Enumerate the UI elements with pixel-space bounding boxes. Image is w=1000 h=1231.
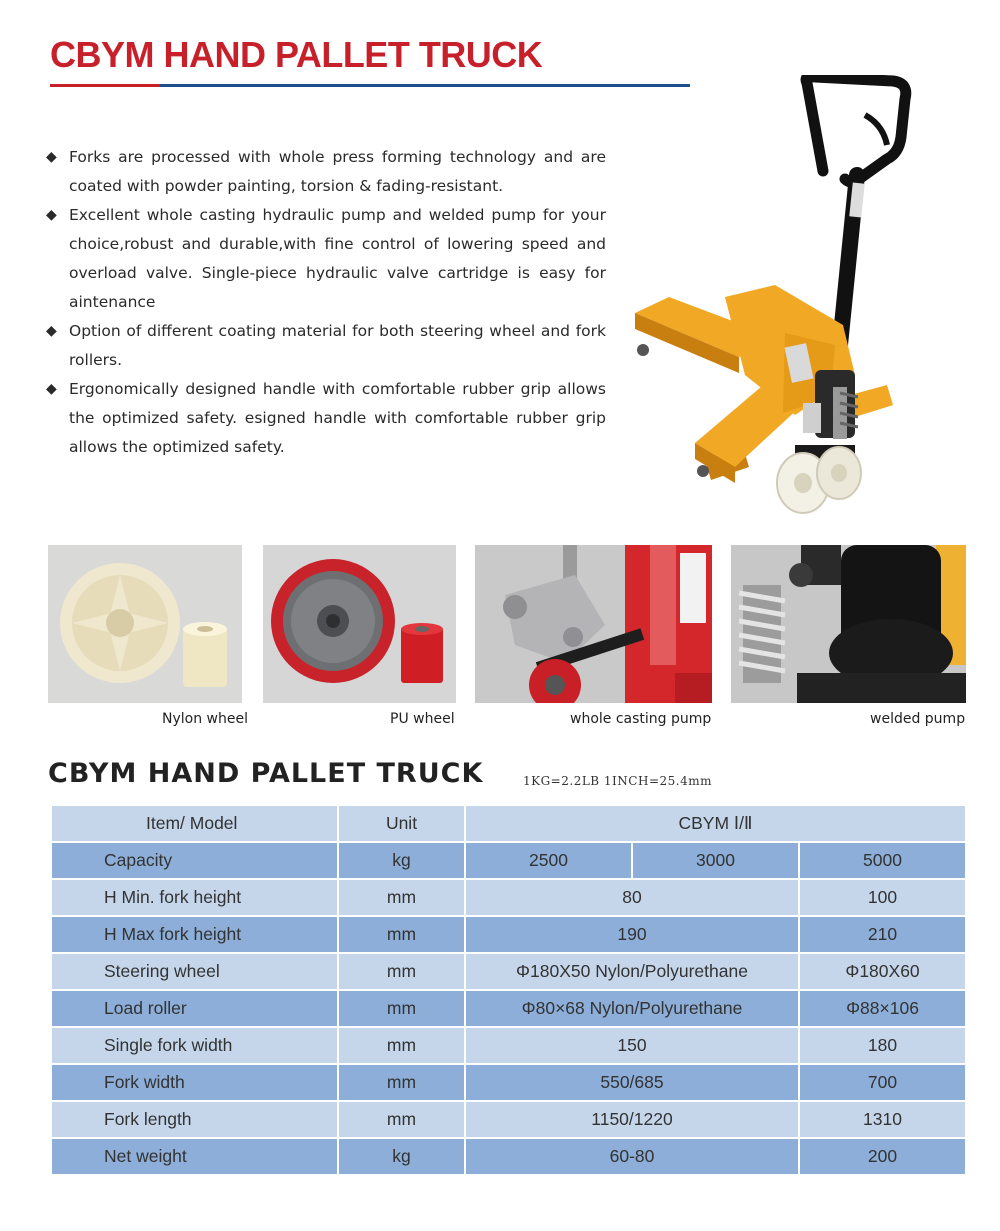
gallery-caption: whole casting pump [570, 711, 712, 727]
header-model-name: CBYM Ⅰ/Ⅱ [465, 805, 966, 842]
row-value: 700 [799, 1064, 966, 1101]
row-value: 3000 [632, 842, 799, 879]
row-item: Fork width [51, 1064, 338, 1101]
row-value: 190 [465, 916, 799, 953]
diamond-bullet-icon: ◆ [46, 381, 57, 397]
diamond-bullet-icon: ◆ [46, 149, 57, 165]
table-row [51, 990, 966, 1027]
row-value: 100 [799, 879, 966, 916]
table-row [51, 953, 966, 990]
row-value: 200 [799, 1138, 966, 1175]
whole-casting-pump-image [475, 545, 712, 703]
row-item: Single fork width [51, 1027, 338, 1064]
row-unit: kg [338, 842, 465, 879]
row-value: 80 [465, 879, 799, 916]
pu-wheel-image [263, 545, 456, 703]
page-title: CBYM HAND PALLET TRUCK [50, 34, 543, 75]
row-value: Φ80×68 Nylon/Polyurethane [465, 990, 799, 1027]
pallet-truck-image [625, 75, 925, 525]
row-item: H Max fork height [51, 916, 338, 953]
table-row [51, 1101, 966, 1138]
feature-text: Forks are processed with whole press forming technology and are coated with powder painting, torsion & fading-resistant. [69, 148, 606, 195]
header-item-model: Item/ Model [51, 805, 338, 842]
row-value: Φ180X50 Nylon/Polyurethane [465, 953, 799, 990]
spec-title: CBYM HAND PALLET TRUCK [48, 758, 484, 789]
row-item: H Min. fork height [51, 879, 338, 916]
row-value: 60-80 [465, 1138, 799, 1175]
row-item: Capacity [51, 842, 338, 879]
row-unit: mm [338, 879, 465, 916]
table-row [51, 1064, 966, 1101]
row-value: 2500 [465, 842, 632, 879]
feature-item [46, 201, 606, 317]
row-item: Steering wheel [51, 953, 338, 990]
row-unit: mm [338, 953, 465, 990]
feature-text: Option of different coating material for both steering wheel and fork rollers. [69, 322, 606, 369]
gallery-caption: welded pump [870, 711, 966, 727]
nylon-wheel-image [48, 545, 242, 703]
feature-item [46, 317, 606, 375]
row-unit: mm [338, 990, 465, 1027]
row-item: Load roller [51, 990, 338, 1027]
diamond-bullet-icon: ◆ [46, 207, 57, 223]
title-underline-blue [160, 84, 690, 87]
spec-table [50, 804, 967, 1176]
row-value: 550/685 [465, 1064, 799, 1101]
table-row [51, 879, 966, 916]
row-unit: kg [338, 1138, 465, 1175]
title-underline-red [50, 84, 160, 87]
table-row [51, 1138, 966, 1175]
row-unit: mm [338, 1027, 465, 1064]
feature-item [46, 143, 606, 201]
unit-conversion-note: 1KG=2.2LB 1INCH=25.4mm [523, 774, 712, 788]
row-value: 180 [799, 1027, 966, 1064]
row-unit: mm [338, 916, 465, 953]
feature-list [46, 143, 606, 462]
row-value: Φ88×106 [799, 990, 966, 1027]
row-unit: mm [338, 1064, 465, 1101]
table-header-row [51, 805, 966, 842]
feature-text: Excellent whole casting hydraulic pump and welded pump for your choice,robust and durable,with fine control of lowering speed and overload valve. Single-piece hydraulic valve cartridge is easy for aintenance [69, 206, 606, 311]
row-unit: mm [338, 1101, 465, 1138]
row-item: Fork length [51, 1101, 338, 1138]
table-row [51, 1027, 966, 1064]
feature-item [46, 375, 606, 462]
table-row [51, 842, 966, 879]
row-value: 1310 [799, 1101, 966, 1138]
row-value: 1150/1220 [465, 1101, 799, 1138]
row-item: Net weight [51, 1138, 338, 1175]
row-value: 210 [799, 916, 966, 953]
row-value: 150 [465, 1027, 799, 1064]
diamond-bullet-icon: ◆ [46, 323, 57, 339]
row-value: 5000 [799, 842, 966, 879]
table-row [51, 916, 966, 953]
row-value: Φ180X60 [799, 953, 966, 990]
gallery-caption: PU wheel [390, 711, 455, 727]
welded-pump-image [731, 545, 966, 703]
header-unit: Unit [338, 805, 465, 842]
gallery-caption: Nylon wheel [162, 711, 248, 727]
feature-text: Ergonomically designed handle with comfortable rubber grip allows the optimized safety. esigned handle with comfortable rubber grip allows the optimized safety. [69, 380, 606, 456]
